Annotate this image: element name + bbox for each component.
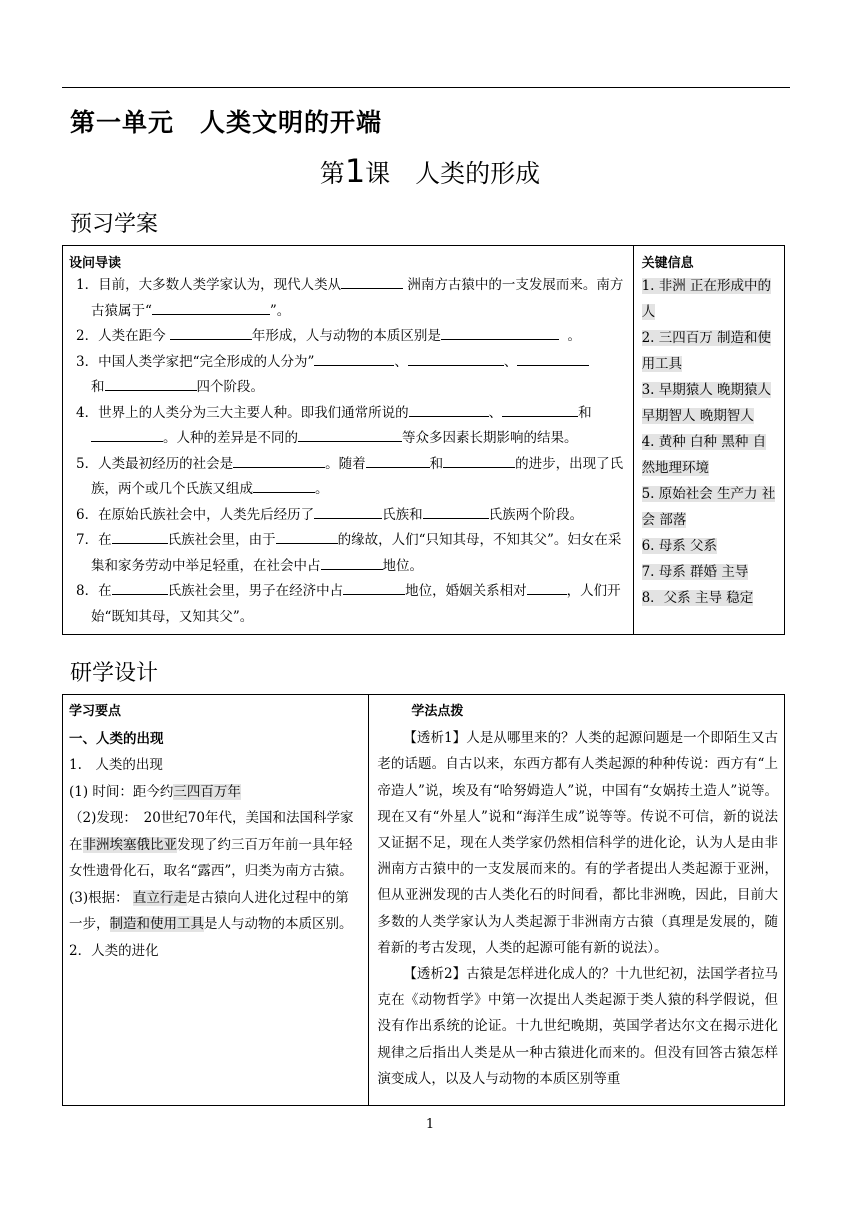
key-item: 5. 原始社会 生产力 社会 部落 (641, 486, 776, 528)
basis-point: (3)根据： 直立行走是古猿向人进化过程中的第一步，制造和使用工具是人与动物的本质区别。 (69, 889, 353, 932)
question-7: 7．在 氏族社会里，由于 的缘故，人们“只知其母，不知其父”。妇女在采集和家务劳动中举足轻重，在社会中占 地位。 (69, 528, 627, 579)
analysis-1: 【透析1】人是从哪里来的？人类的起源问题是一个即陌生又古老的话题。自古以来，东西方都有人类起源的种种传说：西方有“上帝造人”说，埃及有“哈努姆造人”说，中国有“女娲抟土造人”说等。现在又有“外星人”说和“海洋生成”说等等。传说不可信，新的说法又证据不足，现在人类学家仍然相信科学的进化论，认为人是由非洲南方古猿中的一支发展而来的。有的学者提出人类起源于亚洲，但从亚洲发现的古人类化石的时间看，都比非洲晚，因此，目前大多数的人类学家认为人类起源于非洲南方古猿（真理是发展的，随着新的考古发现，人类的起源可能有新的说法）。 (377, 730, 779, 956)
study-points-cell (63, 695, 369, 1106)
method-tips (377, 699, 778, 1092)
question-3: 3．中国人类学家把“完全形成的人分为” 、 、 和 四个阶段。 (69, 350, 627, 401)
study-points (69, 699, 362, 964)
question-2: 2．人类在距今 年形成，人与动物的本质区别是 。 (69, 324, 627, 350)
preview-table (62, 245, 785, 635)
guide-cell (63, 246, 634, 635)
method-tips-header: 学法点拨 (411, 704, 464, 719)
unit-title: 第一单元 人类文明的开端 (70, 108, 383, 137)
question-8: 8．在 氏族社会里，男子在经济中占 地位，婚姻关系相对 ，人们开始“既知其母，又知其父”。 (69, 579, 627, 630)
question-1: 1．目前，大多数人类学家认为，现代人类从 洲南方古猿中的一支发展而来。南方古猿属于“ ”。 (69, 273, 627, 324)
analysis-2: 【透析2】古猿是怎样进化成人的？十九世纪初，法国学者拉马克在《动物哲学》中第一次提出人类起源于类人猿的科学假说，但没有作出系统的论证。十九世纪晚期，英国学者达尔文在揭示进化规律之后指出人类是从一种古猿进化而来的。但没有回答古猿怎样演变成人，以及人与动物的本质区别等重 (377, 966, 779, 1087)
research-table (62, 694, 785, 1106)
question-6: 6．在原始氏族社会中，人类先后经历了 氏族和 氏族两个阶段。 (69, 503, 627, 529)
key-item: 6. 母系 父系 (641, 538, 718, 554)
question-list (69, 273, 627, 630)
time-point: (1) 时间：距今约三四百万年 (69, 783, 241, 800)
lesson-number: 1 (344, 152, 366, 190)
key-item: 1. 非洲 正在形成中的人 (641, 278, 772, 320)
question-5: 5．人类最初经历的社会是 。随着 和 的进步，出现了氏族，两个或几个氏族又组成 。 (69, 452, 627, 503)
header-rule (62, 87, 790, 88)
key-item: 2. 三四百万 制造和使用工具 (641, 330, 772, 372)
item-1-title: 1. 人类的出现 (69, 757, 163, 773)
study-points-header: 学习要点 (69, 704, 122, 719)
research-heading: 研学设计 (70, 661, 159, 686)
method-tips-cell (369, 695, 785, 1106)
key-info-header: 关键信息 (641, 256, 694, 271)
guide-header: 设问导读 (69, 256, 122, 271)
section-1-title: 一、人类的出现 (69, 730, 164, 747)
preview-heading: 预习学案 (70, 212, 159, 237)
question-4: 4．世界上的人类分为三大主要人种。即我们通常所说的 、 和 。人种的差异是不同的 等众多因素长期影响的结果。 (69, 401, 627, 452)
key-item: 4. 黄种 白种 黑种 自然地理环境 (641, 434, 767, 476)
discovery-point: （2)发现： 20世纪70年代，美国和法国科学家在非洲埃塞俄比亚发现了约三百万年前一具年轻女性遗骨化石，取名“露西”，归类为南方古猿。 (69, 810, 354, 879)
key-info-cell (633, 246, 784, 635)
lesson-title: 第1课 人类的形成 (319, 152, 541, 190)
key-item: 3. 早期猿人 晚期猿人 早期智人 晚期智人 (641, 382, 772, 424)
page-number: 1 (425, 1117, 435, 1132)
item-2-title: 2．人类的进化 (69, 942, 159, 959)
key-item: 8．父系 主导 稳定 (641, 590, 754, 606)
key-info-list (642, 273, 778, 611)
key-item: 7. 母系 群婚 主导 (641, 564, 749, 580)
